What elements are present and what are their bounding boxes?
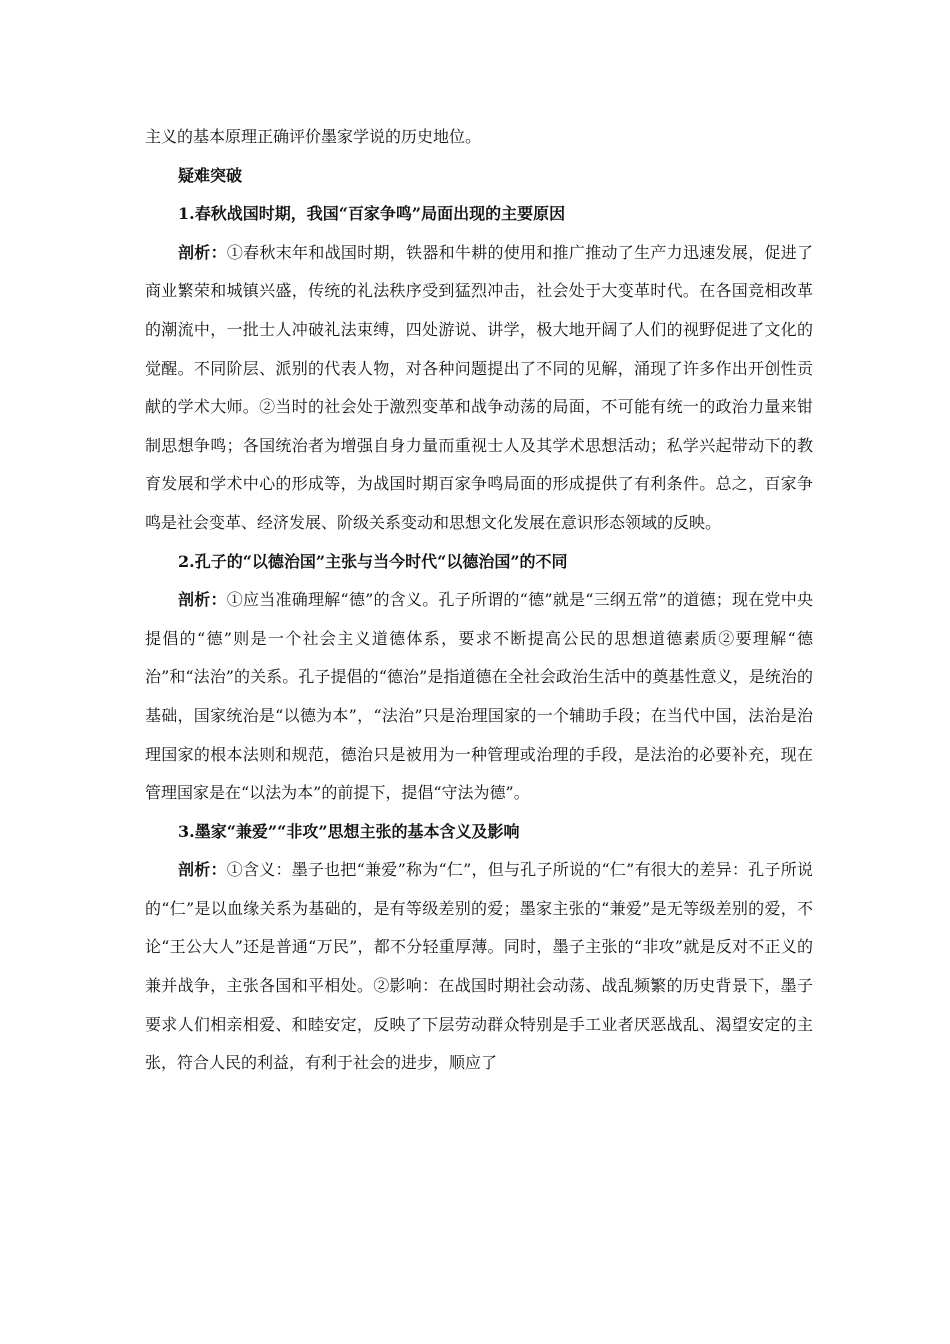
- section-title: 疑难突破: [178, 165, 243, 185]
- item-3-analysis: [145, 851, 813, 1083]
- item-3-body: ①含义：墨子也把“兼爱”称为“仁”，但与孔子所说的“仁”有很大的差异：孔子所说的“仁”是以血缘关系为基础的，是有等级差别的爱；墨家主张的“兼爱”是无等级差别的爱，不论“王公大人”还是普通“万民”，都不分轻重厚薄。同时，墨子主张的“非攻”就是反对不正义的兼并战争，主张各国和平相处。②影响：在战国时期社会动荡、战乱频繁的历史背景下，墨子要求人们相亲相爱、和睦安定，反映了下层劳动群众特别是手工业者厌恶战乱、渴望安定的主张，符合人民的利益，有利于社会的进步，顺应了: [145, 860, 813, 1073]
- document-page: [145, 118, 813, 1083]
- analysis-label: 剖析：: [178, 860, 227, 880]
- item-1-body: ①春秋末年和战国时期，铁器和牛耕的使用和推广推动了生产力迅速发展，促进了商业繁荣和城镇兴盛，传统的礼法秩序受到猛烈冲击，社会处于大变革时代。在各国竞相改革的潮流中，一批士人冲破礼法束缚，四处游说、讲学，极大地开阔了人们的视野促进了文化的觉醒。不同阶层、派别的代表人物，对各种问题提出了不同的见解，涌现了许多作出开创性贡献的学术大师。②当时的社会处于激烈变革和战争动荡的局面，不可能有统一的政治力量来钳制思想争鸣；各国统治者为增强自身力量而重视士人及其学术思想活动；私学兴起带动下的教育发展和学术中心的形成等，为战国时期百家争鸣局面的形成提供了有利条件。总之，百家争鸣是社会变革、经济发展、阶级关系变动和思想文化发展在意识形态领域的反映。: [145, 242, 813, 532]
- intro-continuation: 主义的基本原理正确评价墨家学说的历史地位。: [145, 127, 482, 146]
- item-2-heading: 2.孔子的“以德治国”主张与当今时代“以德治国”的不同: [178, 551, 568, 571]
- item-1-analysis: [145, 234, 813, 543]
- item-2-body: ①应当准确理解“德”的含义。孔子所谓的“德”就是“三纲五常”的道德；现在党中央提倡的“德”则是一个社会主义道德体系，要求不断提高公民的思想道德素质②要理解“德治”和“法治”的关系。孔子提倡的“德治”是指道德在全社会政治生活中的奠基性意义，是统治的基础，国家统治是“以德为本”，“法治”只是治理国家的一个辅助手段；在当代中国，法治是治理国家的根本法则和规范，德治只是被用为一种管理或治理的手段，是法治的必要补充，现在管理国家是在“以法为本”的前提下，提倡“守法为德”。: [145, 590, 813, 803]
- analysis-label: 剖析：: [178, 242, 227, 262]
- item-3-heading: 3.墨家“兼爱”“非攻”思想主张的基本含义及影响: [178, 821, 520, 841]
- item-2-analysis: [145, 581, 813, 813]
- analysis-label: 剖析：: [178, 590, 227, 610]
- item-1-heading: 1.春秋战国时期，我国“百家争鸣”局面出现的主要原因: [178, 204, 566, 224]
